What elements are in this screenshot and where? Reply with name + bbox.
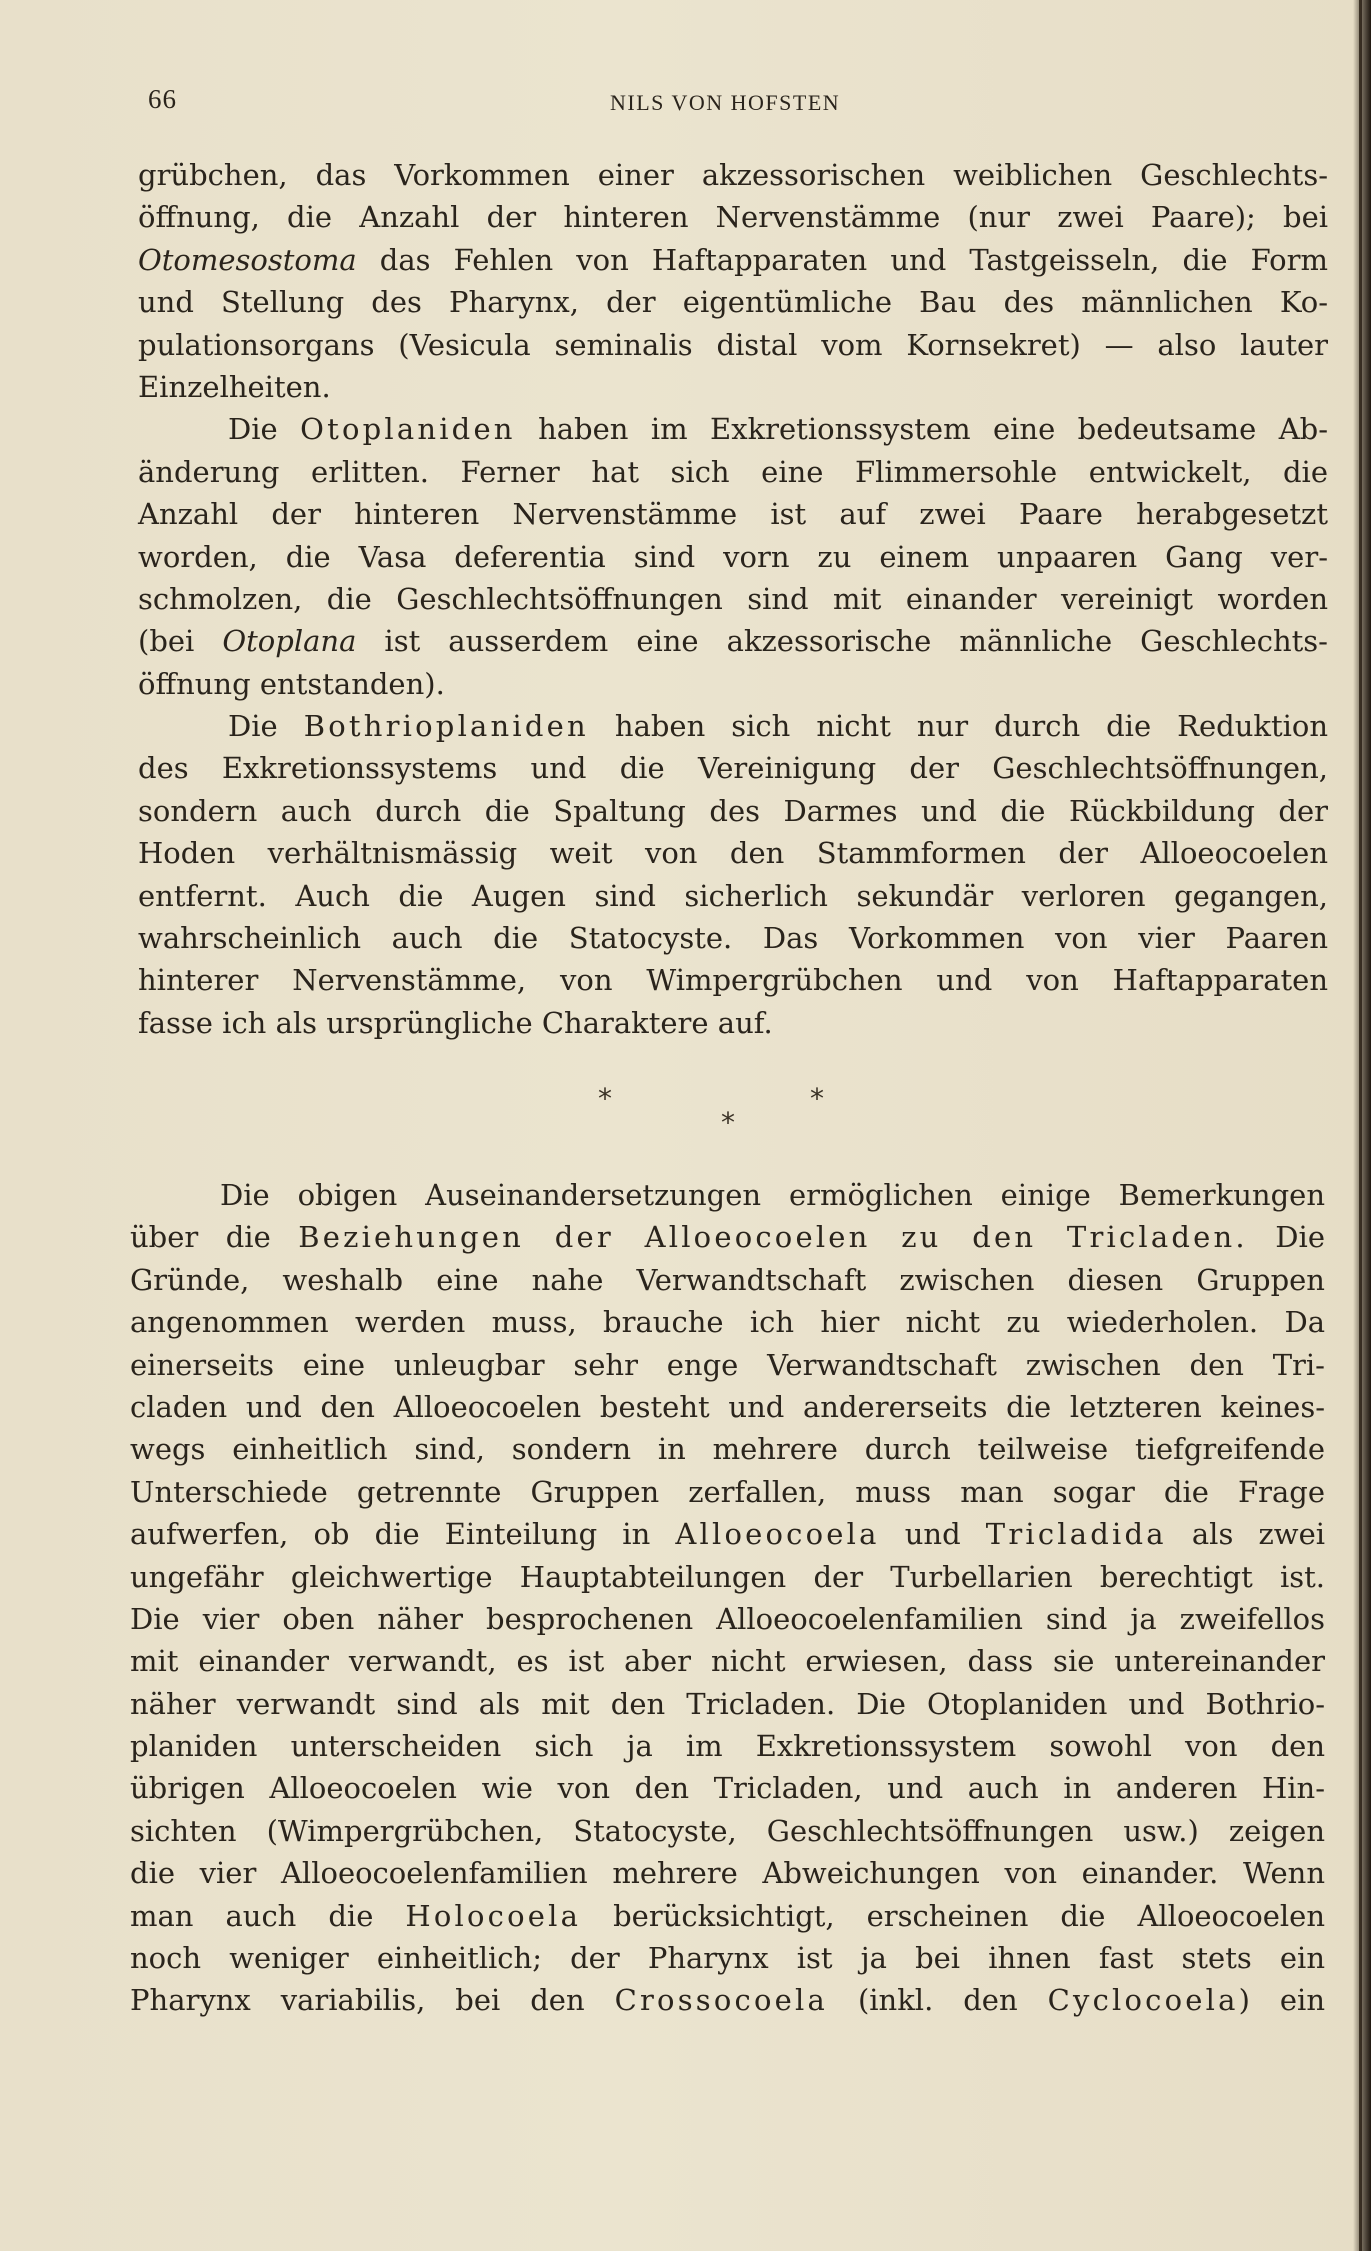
text-line: Gründe, weshalb eine nahe Verwandtschaft zwischen diesen Gruppen [130, 1262, 1325, 1297]
text-run: Die [228, 412, 301, 447]
text-line: übrigen Alloeocoelen wie von den Tricladen, und auch in anderen Hin- [130, 1771, 1325, 1806]
text-line: noch weniger einheitlich; der Pharynx ist ja bei ihnen fast stets ein [130, 1941, 1325, 1976]
text-line: ungefähr gleichwertige Hauptabteilungen der Turbellarien berechtigt ist. [130, 1559, 1325, 1594]
text-run: aufwerfen, ob die Einteilung in [130, 1517, 676, 1552]
text-line: Einzelheiten. [138, 369, 331, 404]
text-line: die vier Alloeocoelenfamilien mehrere Abweichungen von einander. Wenn [130, 1856, 1325, 1891]
text-line: Hoden verhältnismässig weit von den Stammformen der Alloeocoelen [138, 836, 1328, 871]
text-line: öffnung entstanden). [138, 666, 445, 701]
text-run: (bei [138, 624, 223, 659]
text-line: schmolzen, die Geschlechtsöffnungen sind mit einander vereinigt worden [138, 581, 1328, 616]
text-run: und [879, 1517, 986, 1552]
text-line [138, 620, 1328, 662]
text-run: berücksichtigt, erscheinen die Alloeocoelen [581, 1898, 1325, 1933]
text-run: haben sich nicht nur durch die Reduktion [588, 709, 1329, 744]
text-line: einerseits eine unleugbar sehr enge Verwandtschaft zwischen den Tri- [130, 1347, 1325, 1382]
text-line: mit einander verwandt, es ist aber nicht erwiesen, dass sie untereinander [130, 1644, 1325, 1679]
spaced-term: Crossocoela [614, 1983, 828, 2018]
text-line: änderung erlitten. Ferner hat sich eine Flimmersohle entwickelt, die [138, 454, 1328, 489]
running-head [148, 84, 1348, 124]
text-line: sichten (Wimpergrübchen, Statocyste, Geschlechtsöffnungen usw.) zeigen [130, 1813, 1325, 1848]
text-line: pulationsorgans (Vesicula seminalis distal vom Kornsekret) — also lauter [138, 327, 1328, 362]
text-line [138, 408, 1328, 450]
spine-shadow [1353, 0, 1371, 2251]
text-line [130, 1216, 1325, 1258]
text-line: Anzahl der hinteren Nervenstämme ist auf zwei Paare herabgesetzt [138, 497, 1328, 532]
italic-term: Otomesostoma [138, 242, 357, 277]
text-run: man auch die [130, 1898, 406, 1933]
spaced-term: Holocoela [405, 1898, 582, 1933]
asterisk: * [810, 1082, 824, 1115]
asterisk: * [598, 1082, 612, 1115]
text-run: als zwei [1166, 1517, 1326, 1552]
text-line [138, 705, 1328, 747]
text-line: entfernt. Auch die Augen sind sicherlich sekundär verloren gegangen, [138, 878, 1328, 913]
text-line: Die obigen Auseinandersetzungen ermöglichen einige Bemerkungen [220, 1178, 1325, 1212]
text-line: näher verwandt sind als mit den Tricladen. Die Otoplaniden und Bothrio- [130, 1686, 1325, 1721]
text-run: haben im Exkretionssystem eine bedeutsame Ab- [515, 412, 1329, 447]
text-line: planiden unterscheiden sich ja im Exkretionssystem sowohl von den [130, 1729, 1325, 1764]
text-line [130, 1513, 1325, 1555]
text-run: Die [228, 709, 304, 744]
text-run: Die [1247, 1220, 1325, 1255]
text-run: (inkl. den [827, 1983, 1048, 2018]
text-line [130, 1979, 1325, 2021]
spaced-term: Otoplaniden [300, 412, 516, 447]
page-number: 66 [148, 84, 177, 114]
spaced-term: Cyclocoela [1047, 1983, 1239, 2018]
text-line: wahrscheinlich auch die Statocyste. Das Vorkommen von vier Paaren [138, 921, 1328, 956]
paragraphs-top [138, 154, 1328, 1044]
text-line: angenommen werden muss, brauche ich hier nicht zu wiederholen. Da [130, 1305, 1325, 1340]
text-line: hinterer Nervenstämme, von Wimpergrübchen und von Haftapparaten [138, 963, 1328, 998]
text-line [130, 1895, 1325, 1937]
spaced-term: Alloeocoela [675, 1517, 880, 1552]
text-run: ) ein [1238, 1983, 1326, 2018]
spaced-term: Tricladida [985, 1517, 1167, 1552]
text-line: und Stellung des Pharynx, der eigentümliche Bau des männlichen Ko- [138, 285, 1328, 320]
text-line: sondern auch durch die Spaltung des Darmes und die Rückbildung der [138, 793, 1328, 828]
text-line: Unterschiede getrennte Gruppen zerfallen, muss man sogar die Frage [130, 1474, 1325, 1509]
asterisk: * [721, 1106, 735, 1139]
text-run: das Fehlen von Haftapparaten und Tastgeisseln, die Form [356, 242, 1328, 277]
text-line: claden und den Alloeocoelen besteht und andererseits die letzteren keines- [130, 1389, 1325, 1424]
text-line: Die vier oben näher besprochenen Alloeocoelenfamilien sind ja zweifellos [130, 1601, 1325, 1636]
text-line: wegs einheitlich sind, sondern in mehrere durch teilweise tiefgreifende [130, 1432, 1325, 1467]
text-run: über die [130, 1220, 299, 1255]
text-run: Pharynx variabilis, bei den [130, 1983, 615, 2018]
italic-term: Otoplana [222, 624, 357, 659]
paragraphs-bottom [130, 1174, 1325, 2022]
text-line: fasse ich als ursprüngliche Charaktere auf. [138, 1005, 773, 1040]
running-title: NILS VON HOFSTEN [610, 90, 841, 115]
text-line: des Exkretionssystems und die Vereinigung der Geschlechtsöffnungen, [138, 751, 1328, 786]
spaced-term: Bothrioplaniden [303, 709, 589, 744]
text-run: ist ausserdem eine akzessorische männliche Geschlechts- [356, 624, 1328, 659]
text-line: öffnung, die Anzahl der hinteren Nervenstämme (nur zwei Paare); bei [138, 200, 1328, 235]
text-line: worden, die Vasa deferentia sind vorn zu einem unpaaren Gang ver- [138, 539, 1328, 574]
spaced-term: Beziehungen der Alloeocoelen zu den Tricladen. [298, 1220, 1248, 1255]
text-line: grübchen, das Vorkommen einer akzessorischen weiblichen Geschlechts- [138, 158, 1328, 192]
text-line [138, 239, 1328, 281]
spine-edge [1359, 0, 1362, 2251]
